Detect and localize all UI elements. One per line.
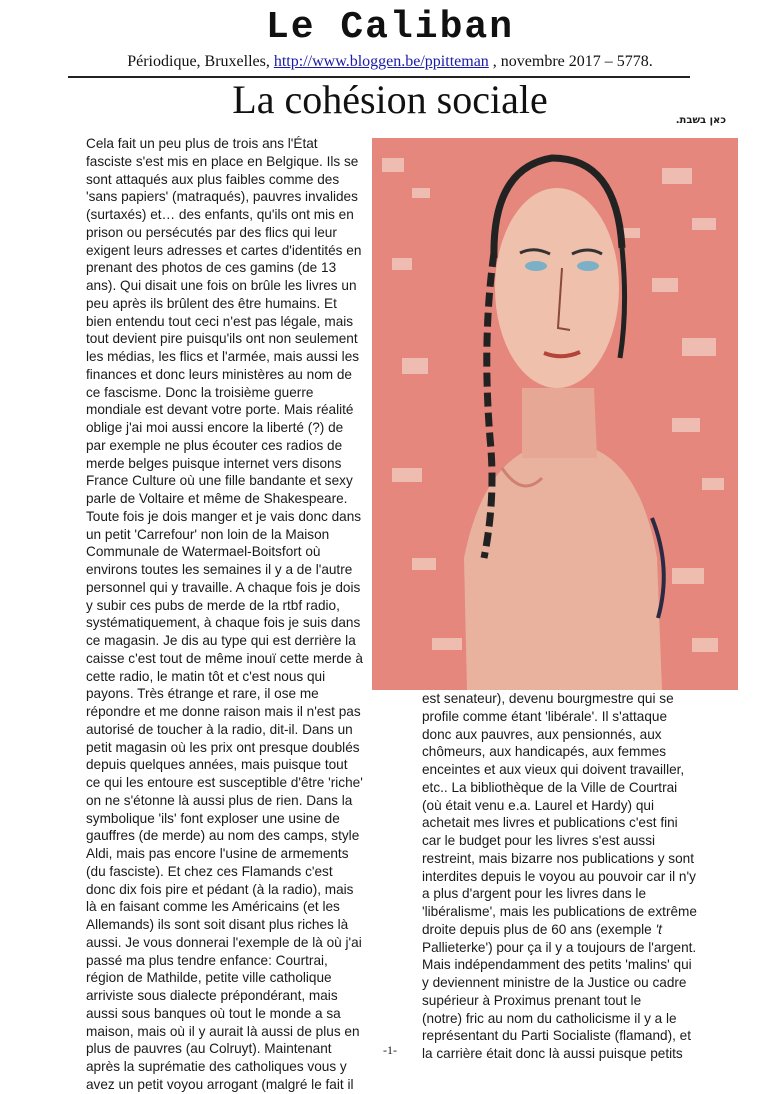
text-line: ce fascisme. Donc la troisième guerre: [86, 384, 314, 400]
text-line: répondre et me donne raison mais il n'est pas: [86, 704, 361, 719]
text-line: on ne s'étonne là aussi plus de rien. Dans la: [86, 792, 353, 808]
text-line: etc.. La bibliothèque de la Ville de Courtrai: [422, 779, 678, 795]
text-line: avez un petit voyou arrogant (malgré le fait il: [86, 1076, 354, 1092]
text-line: là en faisant comme les Américains (et les: [86, 899, 340, 915]
text-line: Toute fois je dois manger et je vais donc dans: [86, 508, 362, 524]
text-line: enceintes et aux vieux qui doivent travailler,: [422, 762, 685, 777]
text-line: payons. Très étrange et rare, il ose me: [86, 686, 319, 702]
text-line: environs toutes les semaines il y a de l'autre: [86, 562, 353, 577]
text-line-part: droite depuis plus de 60 ans (exemple: [422, 921, 656, 937]
text-line: les médias, les flics et l'armée, mais aussi les: [86, 349, 360, 364]
text-line: achetait mes livres et publications c'est fini: [422, 815, 678, 831]
text-line: (notre) fric au nom du catholicisme il y a le: [422, 1010, 677, 1026]
painting-image: [372, 138, 738, 690]
article-column-right: [422, 690, 744, 1063]
text-line: peu après ils brûlent des être humains. Et: [86, 295, 337, 311]
text-line: France Culture où une fille bandante et sexy: [86, 473, 353, 489]
text-line: Cela fait un peu plus de trois ans l'État: [86, 136, 318, 151]
text-line: 'sans papiers' (matraqués), pauvres invalides: [86, 189, 358, 205]
text-line: bien entendu tout ceci n'est pas légale, mais: [86, 313, 354, 329]
text-line: prenant des photos de ces gamins (de 13: [86, 260, 337, 276]
text-line: par exemple ne plus écouter ces radios de: [86, 437, 343, 453]
text-line: parle de Voltaire et même de Shakespeare.: [86, 491, 348, 506]
text-line: fasciste s'est mis en place en Belgique. Ils se: [86, 153, 359, 169]
text-line: (du fasciste). Et chez ces Flamands c'est: [86, 863, 333, 879]
text-line: a plus d'argent pour les livres dans le: [422, 886, 646, 902]
text-line: finances et donc leurs ministères au nom de: [86, 366, 352, 382]
text-line: petit magasin où les prix ont presque doublés: [86, 739, 360, 755]
text-line: la carrière était donc là aussi puisque petits: [422, 1046, 683, 1061]
text-line: caisse c'est tout de même inouï cette merde à: [86, 650, 363, 666]
text-line: Allemands) ils sont soit disant plus riches là: [86, 917, 349, 932]
text-line: passé ma plus tendre enfance: Courtrai,: [86, 952, 328, 968]
article-title: La cohésion sociale: [232, 77, 548, 122]
text-line: profile comme étant 'libérale'. Il s'attaque: [422, 708, 668, 724]
text-line: y deviennent ministre de la Justice ou cadre: [422, 975, 687, 990]
text-line: Communale de Watermael-Boitsfort où: [86, 544, 321, 560]
text-line: ce magasin. Je dis au type qui est derrière la: [86, 633, 356, 648]
text-line: symbolique 'ils' font exploser une usine de: [86, 810, 340, 826]
text-line: systématiquement, à chaque fois je suis dans: [86, 615, 361, 631]
text-line: y subir ces pubs de merde de la rtbf radio,: [86, 597, 340, 613]
text-line: arriviste sous dialecte prépondérant, mais: [86, 988, 338, 1003]
page-number: -1-: [383, 1043, 397, 1057]
text-line: est senateur), devenu bourgmestre qui se: [422, 691, 674, 706]
text-line: plus de pauvres (au Colruyt). Maintenant: [86, 1041, 332, 1057]
text-line: Mais indépendamment des petits 'malins' qui: [422, 957, 692, 973]
hebrew-note: כאן בשבת.: [675, 115, 726, 126]
text-line: Pallieterke') pour ça il y a toujours de l'argent.: [422, 939, 697, 955]
text-line: autorisé de toucher à la radio, dit-il. Dans un: [86, 721, 353, 737]
text-line: merde belges puisque internet vers disons: [86, 455, 342, 471]
text-line: interdites depuis le voyou au pouvoir car il n'y: [422, 868, 696, 884]
text-line: personnel qui y travaille. A chaque fois je dois: [86, 579, 361, 595]
text-line: oblige j'ai moi aussi encore la liberté (?) de: [86, 420, 344, 435]
text-line: (surtaxés) et… des enfants, qu'ils ont mis en: [86, 207, 354, 222]
text-line: cette radio, le matin tôt et c'est nous qui: [86, 668, 326, 684]
text-line: depuis quelques années, mais puisque tout: [86, 757, 348, 773]
portrait-painting: [372, 138, 738, 690]
text-line: Aldi, mais pas encore l'usine de armements: [86, 846, 349, 861]
text-line: restreint, mais bizarre nos publications y sont: [422, 850, 694, 866]
publication-line: [0, 53, 780, 71]
text-line: car le budget pour les livres s'est aussi: [422, 833, 656, 848]
text-line: maison, mais où il y aurait là aussi de plus en: [86, 1023, 360, 1039]
masthead: Le Caliban: [265, 6, 515, 49]
text-line: donc dix fois pire et pédant (à la radio), mais: [86, 881, 354, 897]
text-line: supérieur à Proximus prenant tout le: [422, 992, 642, 1008]
text-line: mondiale est devant votre porte. Mais réalité: [86, 402, 354, 418]
text-line: ce qui les entoure est susceptible d'être 'riche': [86, 775, 363, 790]
text-line: prison ou persécutés par des flics qui leur: [86, 224, 337, 240]
blog-link[interactable]: http://www.bloggen.be/ppitteman: [273, 53, 489, 70]
text-line: exigent leurs adresses et cartes d'identités en: [86, 242, 362, 258]
publication-date: , novembre 2017 – 5778.: [488, 53, 653, 70]
text-line: donc aux pauvres, aux pensionnés, aux: [422, 726, 662, 742]
text-line: un petit 'Carrefour' non loin de la Maison: [86, 526, 330, 542]
text-line: représentant du Parti Socialiste (flamand), et: [422, 1028, 691, 1044]
text-line: sont attaqués aux plus faibles comme des: [86, 171, 340, 187]
text-line: aussi. Je vous donnerai l'exemple de là où j'ai: [86, 934, 362, 950]
publication-place: Périodique, Bruxelles,: [127, 53, 274, 70]
text-line: ans). Qui disait une fois on brûle les livres un: [86, 278, 357, 293]
text-line: 'libéralisme', mais les publications de extrême: [422, 904, 697, 919]
article-column-left: [86, 135, 404, 1094]
text-line: gauffres (de merde) au nom des camps, style: [86, 828, 360, 844]
text-line: région de Mathilde, petite ville catholique: [86, 970, 332, 986]
text-line: (où était venu e.a. Laurel et Hardy) qui: [422, 797, 654, 813]
text-line: après la suprématie des catholiques vous y: [86, 1059, 347, 1074]
text-line: tout devient pire puisqu'ils ont non seulement: [86, 331, 358, 347]
text-line: aussi sous banques où tout le monde a sa: [86, 1005, 341, 1021]
italic-fragment: 't: [655, 921, 662, 937]
text-line: chômeurs, aux handicapés, aux femmes: [422, 744, 667, 760]
text-line: [422, 921, 744, 939]
